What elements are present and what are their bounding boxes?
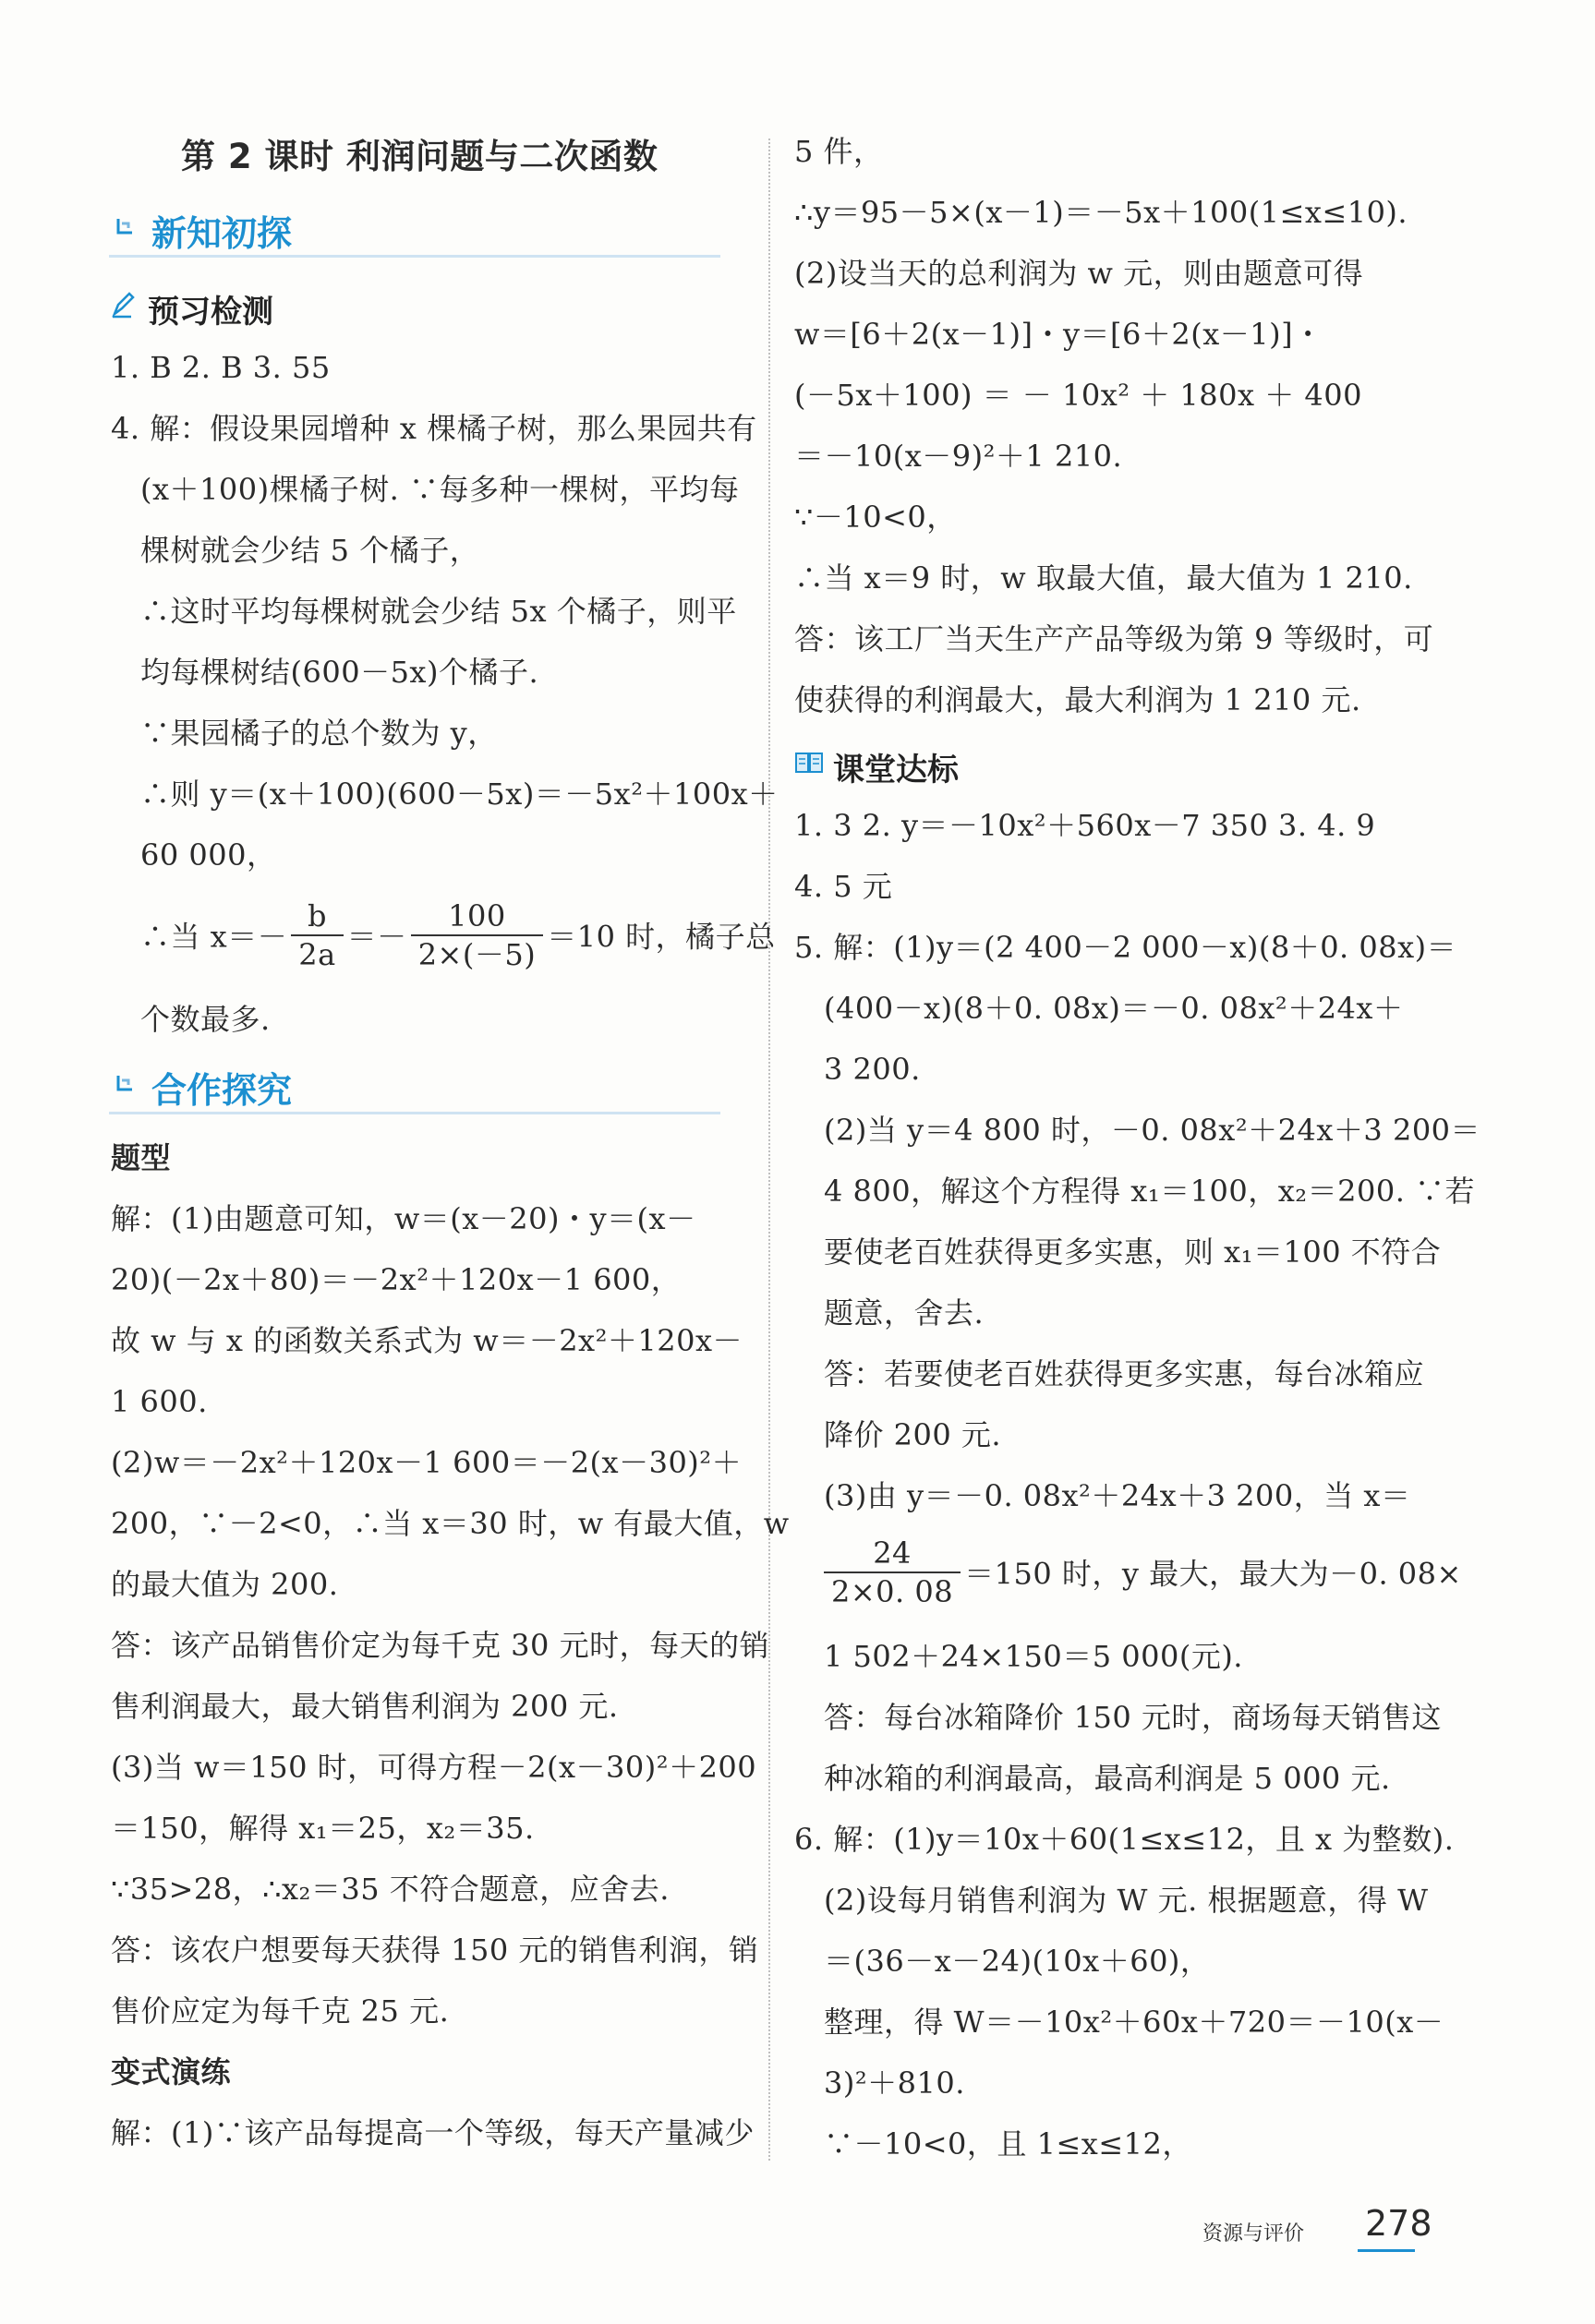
fraction-numerator: 24 <box>824 1535 961 1573</box>
text-line: 个数最多. <box>140 1002 271 1037</box>
text-line: 5. 解：(1)y＝(2 400－2 000－x)(8＋0. 08x)＝ <box>794 930 1457 965</box>
text-line: 1 502＋24×150＝5 000(元). <box>824 1639 1243 1674</box>
text-segment: ＝150 时，y 最大，最大为－0. 08× <box>964 1556 1462 1592</box>
text-line: 降价 200 元. <box>824 1417 1002 1452</box>
fraction <box>411 897 544 973</box>
answer-line: 1. 3 2. y＝－10x²＋560x－7 350 3. 4. 9 <box>794 808 1376 843</box>
answer-line: 1. B 2. B 3. 55 <box>111 350 331 385</box>
subsection-heading: 课堂达标 <box>833 752 959 789</box>
text-line: 故 w 与 x 的函数关系式为 w＝－2x²＋120x－ <box>111 1323 743 1358</box>
text-line: (400－x)(8＋0. 08x)＝－0. 08x²＋24x＋ <box>824 991 1404 1026</box>
subsection-heading: 预习检测 <box>148 294 273 331</box>
section-cooperation <box>109 1060 720 1114</box>
text-line: 题意，舍去. <box>824 1295 985 1331</box>
text-line: (2)设当天的总利润为 w 元，则由题意可得 <box>794 256 1364 291</box>
section-heading: 合作探究 <box>151 1070 293 1111</box>
text-line: (3)由 y＝－0. 08x²＋24x＋3 200，当 x＝ <box>824 1478 1411 1513</box>
text-line: 使获得的利润最大，最大利润为 1 210 元. <box>794 682 1361 717</box>
fraction-line <box>824 1535 1462 1614</box>
lesson-title: 第 2 课时 利润问题与二次函数 <box>181 137 659 176</box>
text-line: 解：(1)由题意可知，w＝(x－20)・y＝(x－ <box>111 1201 696 1236</box>
text-line: (－5x＋100) ＝ － 10x² ＋ 180x ＋ 400 <box>794 378 1362 413</box>
section-new-knowledge <box>109 203 720 258</box>
footer-label: 资源与评价 <box>1202 2222 1305 2246</box>
text-line: 3)²＋810. <box>824 2065 965 2101</box>
text-line: 1 600. <box>111 1384 208 1419</box>
fraction-denominator: 2×(－5) <box>417 937 537 972</box>
fraction-numerator: b <box>291 897 343 936</box>
text-line: 均每棵树结(600－5x)个橘子. <box>140 655 539 690</box>
text-line: ∵35>28，∴x₂＝35 不符合题意，应舍去. <box>111 1872 670 1907</box>
text-line: ∴y＝95－5×(x－1)＝－5x＋100(1≤x≤10). <box>794 195 1408 230</box>
section-marker-icon <box>115 216 137 238</box>
text-segment: ∴当 x＝－ <box>140 919 288 955</box>
text-line: ＝－10(x－9)²＋1 210. <box>794 439 1123 474</box>
text-segment: ＝10 时，橘子总 <box>547 919 776 955</box>
text-line: 答：该产品销售价定为每千克 30 元时，每天的销 <box>111 1628 770 1663</box>
text-line: 整理，得 W＝－10x²＋60x＋720＝－10(x－ <box>824 2005 1444 2040</box>
text-line: 解：(1)∵该产品每提高一个等级，每天产量减少 <box>111 2115 755 2150</box>
text-line: 的最大值为 200. <box>111 1567 339 1602</box>
section-heading: 新知初探 <box>151 213 293 254</box>
text-line: ∴则 y＝(x＋100)(600－5x)＝－5x²＋100x＋ <box>140 777 779 812</box>
text-segment: ＝－ <box>346 919 407 955</box>
text-line: w＝[6＋2(x－1)]・y＝[6＋2(x－1)]・ <box>794 317 1323 352</box>
text-line: ∵果园橘子的总个数为 y， <box>140 716 498 751</box>
text-line: 答：该工厂当天生产产品等级为第 9 等级时，可 <box>794 621 1434 656</box>
text-line: 6. 解：(1)y＝10x＋60(1≤x≤12，且 x 为整数). <box>794 1822 1455 1857</box>
text-line: (2)w＝－2x²＋120x－1 600＝－2(x－30)²＋ <box>111 1445 743 1480</box>
page-number: 278 <box>1365 2203 1432 2244</box>
text-line: ＝150，解得 x₁＝25，x₂＝35. <box>111 1811 535 1846</box>
text-line: (2)设每月销售利润为 W 元. 根据题意，得 W <box>824 1883 1429 1918</box>
text-line: 200，∵－2<0，∴当 x＝30 时，w 有最大值，w <box>111 1506 790 1541</box>
fraction-numerator: 100 <box>411 897 544 936</box>
text-line: ∵－10<0，且 1≤x≤12， <box>824 2126 1192 2161</box>
column-divider <box>768 138 770 2161</box>
fraction <box>291 897 343 973</box>
text-line: ∴当 x＝9 时，w 取最大值，最大值为 1 210. <box>794 560 1413 596</box>
fraction-denominator: 2×0. 08 <box>831 1574 954 1609</box>
text-line: 要使老百姓获得更多实惠，则 x₁＝100 不符合 <box>824 1234 1442 1270</box>
text-line: 答：若要使老百姓获得更多实惠，每台冰箱应 <box>824 1356 1425 1391</box>
text-line: 60 000， <box>140 837 277 873</box>
text-line: 答：该农户想要每天获得 150 元的销售利润，销 <box>111 1933 759 1968</box>
section-marker-icon <box>115 1073 137 1095</box>
text-line: 4. 解：假设果园增种 x 棵橘子树，那么果园共有 <box>111 411 757 446</box>
text-line: (3)当 w＝150 时，可得方程－2(x－30)²＋200 <box>111 1750 757 1785</box>
text-line: (2)当 y＝4 800 时，－0. 08x²＋24x＋3 200＝ <box>824 1113 1481 1148</box>
text-line: 售价应定为每千克 25 元. <box>111 1993 450 2029</box>
text-line: 答：每台冰箱降价 150 元时，商场每天销售这 <box>824 1700 1442 1735</box>
text-line: 售利润最大，最大销售利润为 200 元. <box>111 1689 619 1724</box>
text-line: ∴这时平均每棵树就会少结 5x 个橘子，则平 <box>140 594 737 629</box>
text-line: 3 200. <box>824 1052 921 1087</box>
fraction-line <box>140 898 776 977</box>
text-line: (x＋100)棵橘子树. ∵每多种一棵树，平均每 <box>140 472 740 507</box>
pencil-icon <box>109 290 139 319</box>
text-line: 5 件， <box>794 134 884 169</box>
variant-heading: 变式演练 <box>111 2054 232 2089</box>
text-line: 20)(－2x＋80)＝－2x²＋120x－1 600， <box>111 1262 682 1297</box>
text-line: 种冰箱的利润最高，最高利润是 5 000 元. <box>824 1761 1391 1796</box>
text-line: ∵－10<0， <box>794 500 957 535</box>
text-line: 4 800，解这个方程得 x₁＝100，x₂＝200. ∵若 <box>824 1174 1476 1209</box>
answer-line: 4. 5 元 <box>794 869 893 904</box>
topic-heading: 题型 <box>111 1140 172 1175</box>
book-icon <box>794 748 824 777</box>
fraction-denominator: 2a <box>298 937 336 972</box>
page-number-underline <box>1358 2249 1415 2252</box>
text-line: ＝(36－x－24)(10x＋60)， <box>824 1944 1211 1979</box>
fraction <box>824 1535 961 1610</box>
text-line: 棵树就会少结 5 个橘子， <box>140 533 480 568</box>
